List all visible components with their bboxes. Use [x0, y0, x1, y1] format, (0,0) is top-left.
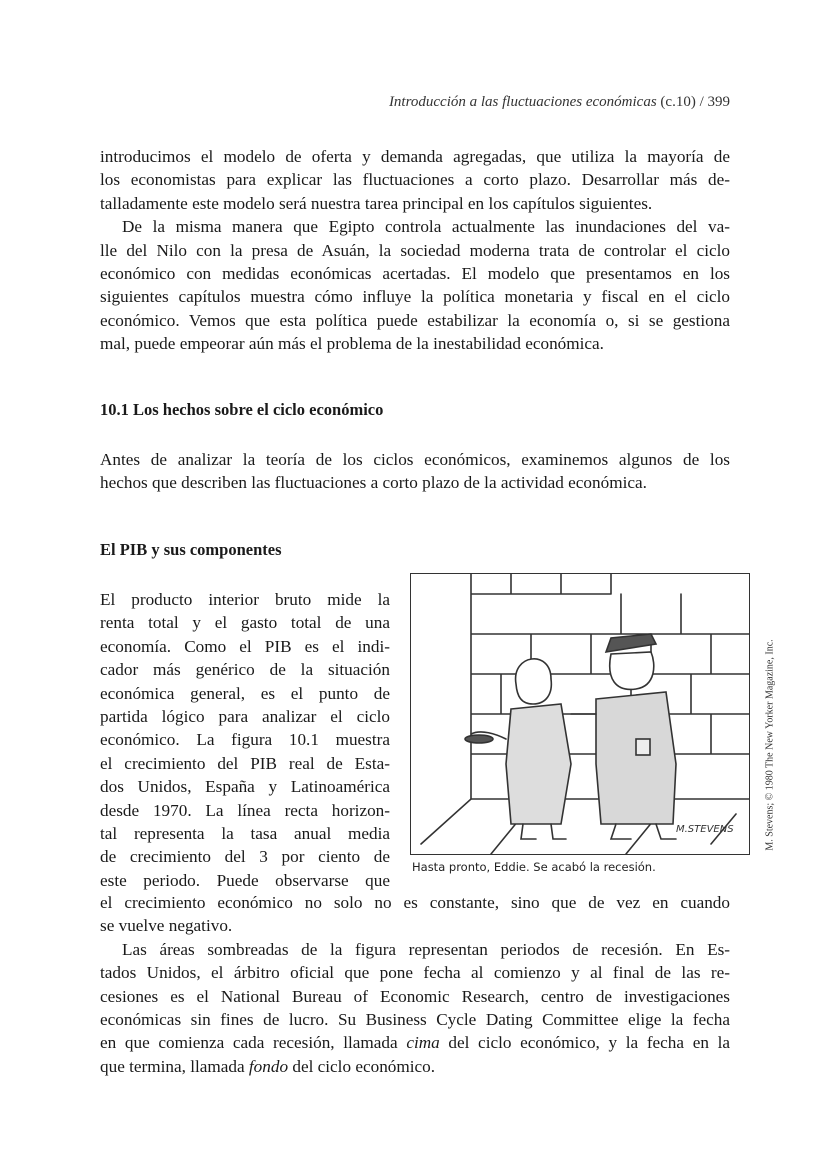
text-line: economía. Como el PIB es el indi- — [100, 636, 390, 656]
running-header — [389, 94, 730, 111]
text-line: de crecimiento del 3 por ciento de — [100, 847, 390, 867]
man-in-hat-figure — [571, 634, 676, 839]
separator: / — [699, 94, 704, 110]
text-line: se vuelve negativo. — [100, 916, 233, 936]
column-paragraph — [100, 588, 390, 892]
text-line: lle del Nilo con la presa de Asuán, la sociedad moderna trata de controlar el ciclo — [100, 240, 730, 260]
chapter-ref: (c.10) — [660, 94, 696, 110]
text-line: Antes de analizar la teoría de los ciclos económicos, examinemos algunos de los — [100, 450, 730, 469]
beggar-figure — [465, 659, 571, 839]
text-line: siguientes capítulos muestra cómo influye la política monetaria y fiscal en el ciclo — [100, 287, 730, 307]
text-line: los economistas para explicar las fluctuaciones a corto plazo. Desarrollar más de- — [100, 170, 730, 190]
text-line: hechos que describen las fluctuaciones a corto plazo de la actividad económica. — [100, 473, 647, 493]
text-line: este periodo. Puede observarse que — [100, 870, 390, 890]
text-line: De la misma manera que Egipto controla actualmente las inundaciones del va- — [122, 217, 730, 237]
text-run: del ciclo económico, y la fecha en la — [439, 1033, 730, 1053]
text-line: económica general, es el punto de — [100, 683, 390, 703]
text-line: el crecimiento del PIB real de Esta- — [100, 753, 390, 773]
intro-paragraph — [100, 145, 730, 356]
text-line: talladamente este modelo será nuestra tarea principal en los capítulos siguientes. — [100, 193, 653, 213]
text-line: tal representa la tasa anual media — [100, 823, 390, 843]
cartoon-credit: M. Stevens; © 1980 The New Yorker Magazine, Inc. — [764, 639, 776, 851]
text-line — [100, 1055, 730, 1078]
text-run: del ciclo económico. — [288, 1056, 436, 1076]
text-line — [100, 1031, 730, 1054]
cartoon-caption: Hasta pronto, Eddie. Se acabó la recesión. — [412, 860, 656, 874]
text-line: partida lógico para analizar el ciclo — [100, 706, 390, 726]
subheading: El PIB y sus componentes — [100, 540, 282, 559]
text-line: cesiones es el National Bureau of Economic Research, centro de investigaciones — [100, 986, 730, 1006]
text-line: desde 1970. La línea recta horizon- — [100, 800, 390, 820]
text-line: tados Unidos, el árbitro oficial que pone fecha al comienzo y al final de las re- — [100, 963, 730, 983]
section-heading: 10.1 Los hechos sobre el ciclo económico — [100, 400, 384, 419]
text-run: que termina, llamada — [100, 1056, 249, 1076]
continuation-paragraph — [100, 891, 730, 1078]
term-cima: cima — [406, 1033, 440, 1053]
cartoon-signature: M.STEVENS — [676, 824, 734, 835]
section-paragraph — [100, 448, 730, 495]
text-line: económico con medidas económicas acertadas. El modelo que presentamos en los — [100, 263, 730, 283]
text-line: Las áreas sombreadas de la figura representan periodos de recesión. En Es- — [122, 939, 730, 959]
text-line: El producto interior bruto mide la — [100, 590, 390, 609]
running-title: Introducción a las fluctuaciones económicas — [388, 94, 657, 110]
text-line: económico. Vemos que esta política puede estabilizar la economía o, si se gestiona — [100, 310, 730, 330]
text-line: introducimos el modelo de oferta y demanda agregadas, que utiliza la mayoría de — [100, 147, 730, 166]
text-line: económicas sin fines de lucro. Su Business Cycle Dating Committee elige la fecha — [100, 1009, 730, 1029]
text-line: mal, puede empeorar aún más el problema de la inestabilidad económica. — [100, 334, 604, 354]
text-line: económico. La figura 10.1 muestra — [100, 730, 390, 750]
text-line: cador más genérico de la situación — [100, 660, 390, 680]
term-fondo: fondo — [248, 1056, 289, 1076]
cartoon-illustration — [410, 573, 750, 855]
text-line: renta total y el gasto total de una — [100, 613, 390, 633]
text-line: dos Unidos, España y Latinoamérica — [100, 777, 390, 797]
text-run: en que comienza cada recesión, llamada — [100, 1033, 407, 1053]
text-line: el crecimiento económico no solo no es constante, sino que de vez en cuando — [100, 893, 730, 912]
page-number: 399 — [707, 94, 730, 110]
